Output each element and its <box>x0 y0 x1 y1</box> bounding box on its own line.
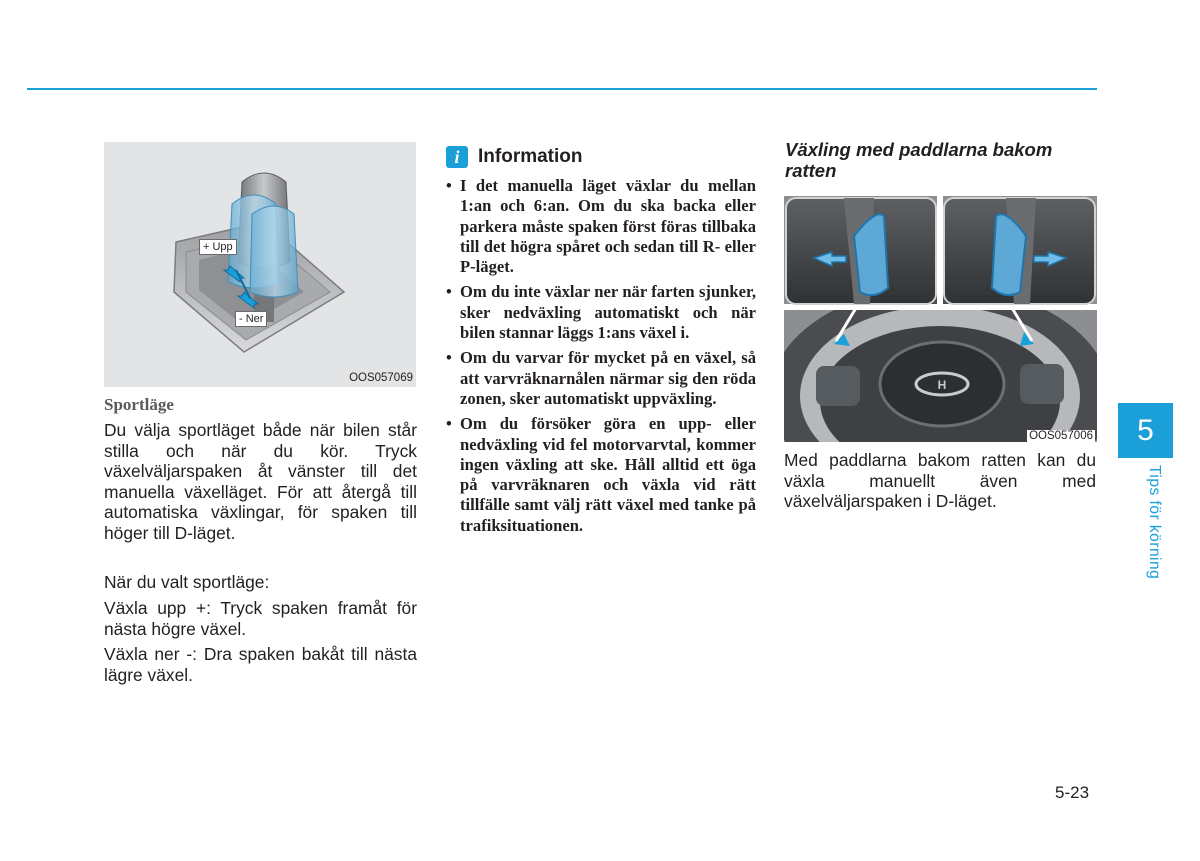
paragraph-when-sport-mode: När du valt sportläge: <box>104 572 270 592</box>
paragraph-shift-down: Växla ner -: Dra spaken bakåt till nästa lägre växel. <box>104 644 417 685</box>
info-icon: i <box>446 146 468 168</box>
list-item: • I det manuella läget växlar du mellan 1:an och 6:an. Om du ska backa eller parkera måste spaken först föras tillbaka till det högra spåret och sedan till R- eller P-läget. <box>446 176 756 277</box>
svg-text:H: H <box>937 378 947 392</box>
chapter-label: Tips för körning <box>1146 465 1163 580</box>
gear-shifter-figure <box>104 142 416 387</box>
list-item: • Om du försöker göra en upp- eller nedväxling vid fel motorvarvtal, kommer ingen växling att ske. Håll alltid ett öga på varvräknaren och växla vid rätt tillfälle samt välj rätt växel med tanke på trafiksituationen. <box>446 414 756 536</box>
information-list <box>446 176 756 541</box>
upshift-label: + Upp <box>199 239 237 255</box>
header-rule <box>27 88 1097 90</box>
chapter-tab: 5 <box>1118 403 1173 458</box>
information-header <box>446 144 583 170</box>
page-number: 5-23 <box>1055 783 1090 802</box>
figure-code: OOS057006 <box>1029 430 1093 442</box>
section-heading-paddle-shift: Växling med paddlarna bakom ratten <box>785 139 1053 181</box>
list-item: • Om du inte växlar ner när farten sjunker, sker nedväxling automatiskt och när bilen stannar läggs 1:ans växel i. <box>446 282 756 343</box>
information-title: Information <box>478 146 583 167</box>
section-heading-sport-mode: Sportläge <box>104 395 174 414</box>
paddle-shifter-figure <box>784 196 1097 442</box>
paragraph-paddle-shift: Med paddlarna bakom ratten kan du växla manuellt även med växelväljarspaken i D-läget. <box>784 450 1096 511</box>
downshift-label: - Ner <box>235 311 267 327</box>
figure-code: OOS057069 <box>349 372 413 384</box>
paragraph-sport-mode-intro: Du välja sportläget både när bilen står stilla och när du kör. Tryck växelväljarspaken åt vänster till det manuella växelläget. För att återgå till automatiska växlingar, för spaken till höger till D-läget. <box>104 420 417 543</box>
gear-shifter-illustration <box>104 142 416 387</box>
paragraph-shift-up: Växla upp +: Tryck spaken framåt för nästa högre växel. <box>104 598 417 639</box>
list-item: • Om du varvar för mycket på en växel, så att varvräknarnålen närmar sig den röda zonen, sker automatiskt uppväxling. <box>446 348 756 409</box>
paddle-shifter-illustration <box>784 196 1097 442</box>
